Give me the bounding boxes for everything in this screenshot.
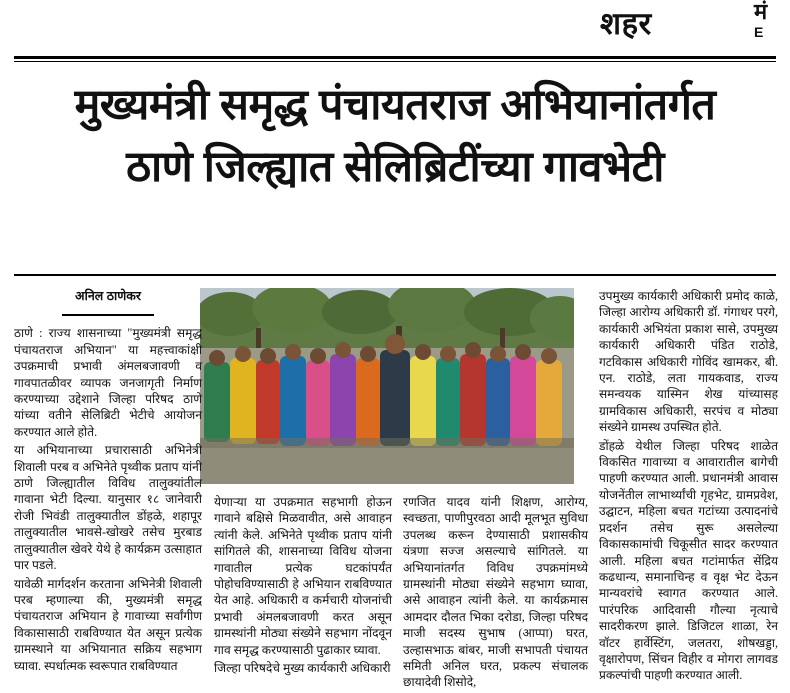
byline-divider [62, 314, 154, 316]
masthead [0, 0, 790, 58]
edition-block [754, 0, 790, 40]
byline: अनिल ठाणेकर [75, 289, 141, 303]
headline-line-2: ठाणे जिल्ह्यात सेलिब्रिटींच्या गावभेटी [126, 143, 664, 191]
paragraph: या अभियानाच्या प्रचारासाठी अभिनेत्री शिवाली परब व अभिनेते पृथ्वीक प्रताप यांनी ठाणे जिल्ह्यातील विविध तालुक्यांतील गावाना भेटी दिल्या. यानुसार १८ जानेवारी रोजी भिवंडी तालुक्यातील डोंहळे, शहापूर तालुक्यातील भावसे-खोखरे तसेच मुरबाड तालुक्यातील खेवरे येथे हे कार्यक्रम उत्साहात पार पडले. [14, 443, 202, 573]
article-body [14, 288, 778, 690]
paragraph: डोंहळे येथील जिल्हा परिषद शाळेत विकसित गावाच्या व आवारातील बागेची पाहणी करण्यात आली. प्रधानमंत्री आवास योजनेंतील लाभार्थ्यांची गृहभेट, ग्रामप्रवेश, उद्घाटन, महिला बचत गटांच्या उत्पादनांचे प्रदर्शन तसेच सुरू असलेल्या विकासकामांची चिकूसीत सादर करण्यात आली. महिला बचत गटांमार्फत सेंद्रिय कढधान्य, समानाचिन्ह व वृक्ष भेट देऊन मान्यवरांचे स्वागत करण्यात आले. पारंपरिक आदिवासी गौल्या नृत्याचे सादरीकरण झाले. डिजिटल शाळा, रेन वॉटर हार्वेस्टिंग, जलतरा, शोषखड्डा, वृक्षारोपण, सिंचन विहीर व मोगरा लागवड प्रकल्पांची पाहणी करण्यात आली. [599, 438, 778, 683]
section-title: शहर [600, 6, 652, 41]
article-column-3 [403, 494, 588, 693]
paragraph: येणाऱ्या या उपक्रमात सहभागी होऊन गावाने बक्षिसे मिळवावीत, असे आवाहन त्यांनी केले. अभिनेते पृथ्वीक प्रताप यांनी सांगितले की, शासनाच्या विविध योजना गावातील प्रत्येक घटकांपर्यंत पोहोचविण्यासाठी हे अभियान राबविण्यात येत आहे. अधिकारी व कर्मचारी योजनांची प्रभावी अंमलबजावणी करत असून ग्रामस्थांनी मोठ्या संख्येने सहभाग नोंदवून गाव समृद्ध करण्यासाठी पुढाकार घ्यावा. [214, 495, 392, 657]
paragraph: रणजित यादव यांनी शिक्षण, आरोग्य, स्वच्छता, पाणीपुरवठा आदी मूलभूत सुविधा उपलब्ध करून देण्यासाठी प्रशासकीय यंत्रणा सज्ज असल्याचे सांगितले. या अभियानांतर्गत विविध उपक्रमांमध्ये ग्रामस्थांनी मोठ्या संख्येने सहभाग घ्यावा, असे आवाहन त्यांनी केले. या कार्यक्रमास आमदार दौलत भिका दरोडा, जिल्हा परिषद माजी सदस्य सुभाष (आप्पा) घरत, उल्हासभाऊ बांबर, माजी सभापती पंचायत समिती अनिल घरत, प्रकल्प संचालक छायादेवी शिसोदे, [403, 495, 588, 690]
headline-line-1: मुख्यमंत्री समृद्ध पंचायतराज अभियानांतर्गत [74, 81, 716, 129]
paragraph: ठाणे : राज्य शासनाच्या "मुख्यमंत्री समृद्ध पंचायतराज अभियान" या महत्त्वाकांक्षी उपक्रमाची प्रभावी अंमलबजावणी व गावपातळीवर व्यापक जनजागृती निर्माण करण्याच्या उद्देशाने जिल्हा परिषद ठाणे यांच्या वतीने सेलिब्रिटी भेटीचे आयोजन करण्यात आले होते. [14, 326, 202, 439]
article-column-2 [214, 494, 392, 678]
article-column-1 [14, 288, 202, 676]
paragraph: यावेळी मार्गदर्शन करताना अभिनेत्री शिवाली परब म्हणाल्या की, मुख्यमंत्री समृद्ध पंचायतराज अभियान हे गावाच्या सर्वांगीण विकासासाठी राबविण्यात येत असून प्रत्येक ग्रामस्थाने या अभियानात सक्रिय सहभाग घ्यावा. स्पर्धात्मक स्वरूपात राबविण्यात [14, 576, 202, 673]
edition-top-label: मं [754, 0, 768, 24]
paragraph: जिल्हा परिषदेचे मुख्य कार्यकारी अधिकारी [214, 661, 391, 676]
page-title [14, 74, 776, 198]
masthead-divider [14, 56, 776, 59]
paragraph: उपमुख्य कार्यकारी अधिकारी प्रमोद काळे, जिल्हा आरोग्य अधिकारी डॉ. गंगाधर परगे, कार्यकारी अभियंता प्रकाश सासे, उपमुख्य कार्यकारी अधिकारी पंडित राठोडे, गटविकास अधिकारी गोविंद खामकर, बी. एन. राठोडे, लता गायकवाड, राज्य समन्वयक यास्मिन शेख यांच्यासह ग्रामविकास अधिकारी, सरपंच व मोठ्या संख्येने ग्रामस्थ उपस्थित होते. [599, 289, 778, 435]
headline-divider [14, 274, 776, 276]
edition-bottom-label: E [754, 24, 764, 40]
article-column-4 [599, 288, 778, 686]
